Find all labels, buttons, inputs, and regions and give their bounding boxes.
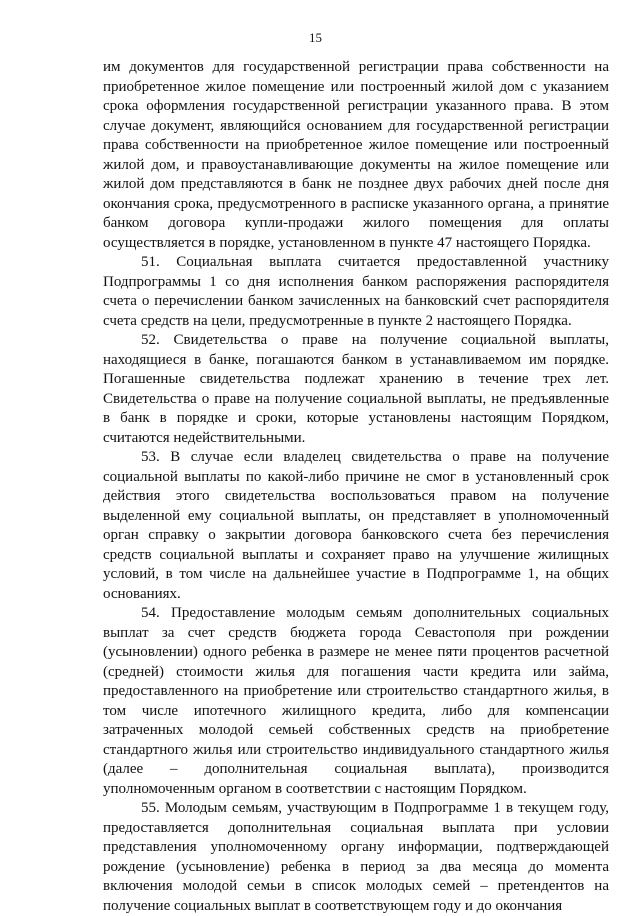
document-body: [103, 58, 609, 916]
paragraph-51: 51. Социальная выплата считается предоставленной участнику Подпрограммы 1 со дня исполнения банком распоряжения распорядителя счета о перечислении банком зачисленных на банковский счет распорядителя счета средств на цели, предусмотренные в пункте 2 настоящего Порядка.: [103, 254, 609, 329]
paragraph-53: 53. В случае если владелец свидетельства о праве на получение социальной выплаты по какой-либо причине не смог в установленный срок действия этого свидетельства воспользоваться правом на получение выделенной ему социальной выплаты, он представляет в уполномоченный орган справку о закрытии договора банковского счета без перечисления средств социальной выплаты и сохраняет право на улучшение жилищных условий, в том числе на дальнейшее участие в Подпрограмме 1, на общих основаниях.: [103, 449, 609, 602]
page-number: 15: [309, 30, 322, 45]
paragraph-continuation: им документов для государственной регистрации права собственности на приобретенное жилое помещение или построенный жилой дом с указанием срока оформления государственной регистрации указанного права. В этом случае документ, являющийся основанием для государственной регистрации права собственности на приобретенное жилое помещение или построенный жилой дом, и правоустанавливающие документы на жилое помещение или жилой дом представляются в банк не позднее двух рабочих дней после дня окончания срока, предусмотренного в расписке указанного органа, а принятие банком договора купли-продажи жилого помещения для оплаты осуществляется в порядке, установленном в пункте 47 настоящего Порядка.: [103, 59, 609, 251]
paragraph-55: 55. Молодым семьям, участвующим в Подпрограмме 1 в текущем году, предоставляется дополнительная социальная выплата при условии представления уполномоченному органу информации, подтверждающей рождение (усыновление) ребенка в период за два месяца до момента включения молодой семьи в список молодых семей – претендентов на получение социальных выплат в соответствующем году и до окончания: [103, 800, 609, 914]
paragraph-52: 52. Свидетельства о праве на получение социальной выплаты, находящиеся в банке, погашаются банком в устанавливаемом им порядке. Погашенные свидетельства подлежат хранению в течение трех лет. Свидетельства о праве на получение социальной выплаты, не предъявленные в банк в порядке и сроки, которые установлены настоящим Порядком, считаются недействительными.: [103, 332, 609, 446]
paragraph-54: 54. Предоставление молодым семьям дополнительных социальных выплат за счет средств бюджета города Севастополя при рождении (усыновлении) одного ребенка в размере не менее пяти процентов расчетной (средней) стоимости жилья для погашения части кредита или займа, предоставленного на приобретение или строительство стандартного жилья, в том числе ипотечного жилищного кредита, либо для компенсации затраченных молодой семьей собственных средств на приобретение стандартного жилья или строительство индивидуального стандартного жилья (далее – дополнительная социальная выплата), производится уполномоченным органом в соответствии с настоящим Порядком.: [103, 605, 609, 797]
